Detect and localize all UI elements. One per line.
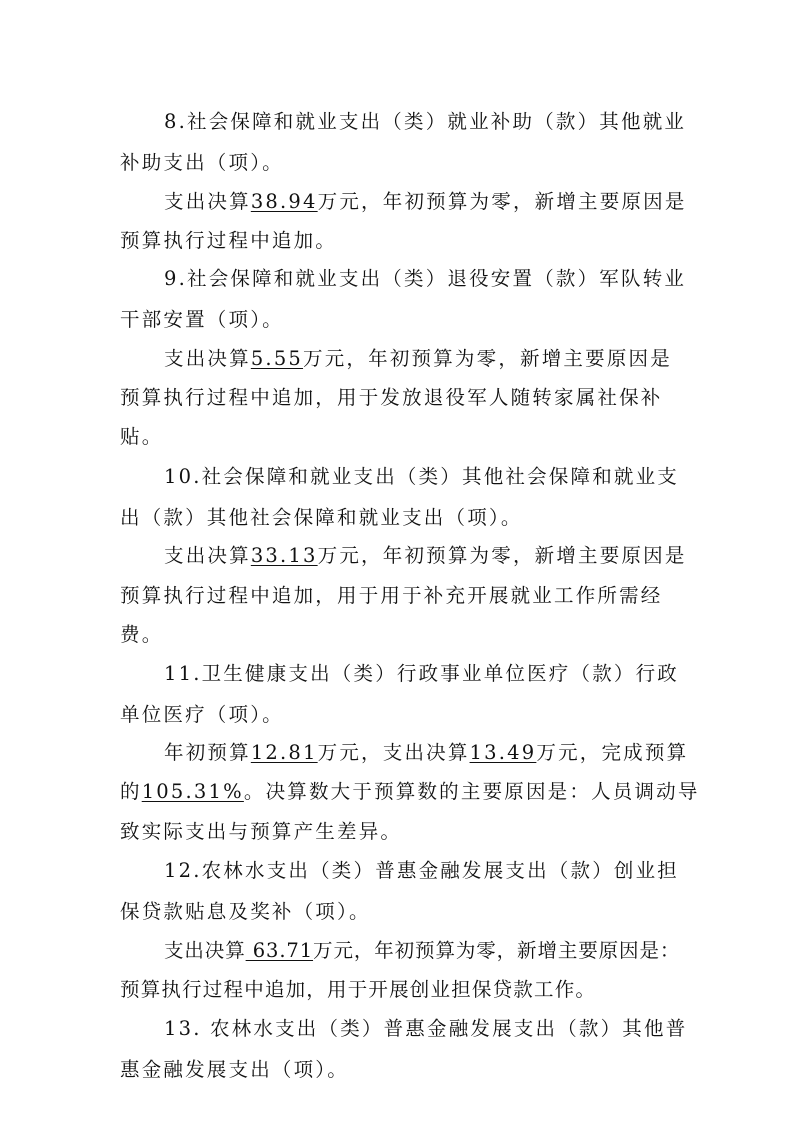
item-12-amount: 63.71: [245, 939, 314, 962]
item-12-heading-line-2: 保贷款贴息及奖补（项）。: [120, 900, 371, 923]
item-12-body-line-2: 预算执行过程中追加，用于开展创业担保贷款工作。: [120, 978, 597, 1001]
item-9-amount: 5.55: [250, 347, 304, 370]
item-11-completion-prefix: 万元，完成预算: [536, 741, 689, 764]
item-9-body-line-3: 贴。: [120, 425, 164, 448]
item-10-body-line-1: [164, 540, 687, 568]
item-11-actual: 13.49: [469, 741, 537, 764]
item-8-body-prefix: 支出决算: [164, 190, 251, 213]
item-11-heading-line-2: 单位医疗（项）。: [120, 703, 284, 726]
item-10-body-prefix: 支出决算: [164, 544, 251, 567]
item-9-body-suffix: 万元，年初预算为零，新增主要原因是: [303, 347, 672, 370]
item-11-budget: 12.81: [250, 741, 318, 764]
item-8-heading-line-2: 补助支出（项）。: [120, 151, 284, 174]
item-11-actual-prefix: 万元，支出决算: [317, 741, 470, 764]
item-11-reason: 。决算数大于预算数的主要原因是：人员调动导: [243, 780, 700, 803]
item-9-heading-line-2: 干部安置（项）。: [120, 308, 284, 331]
item-13-heading-line-1: 13. 农林水支出（类）普惠金融发展支出（款）其他普: [164, 1017, 688, 1040]
item-10-heading-line-1: 10.社会保障和就业支出（类）其他社会保障和就业支: [164, 465, 680, 488]
item-8-amount: 38.94: [250, 190, 318, 213]
item-10-body-suffix: 万元，年初预算为零，新增主要原因是: [317, 544, 687, 567]
item-10-amount: 33.13: [250, 544, 318, 567]
item-9-body-prefix: 支出决算: [164, 347, 251, 370]
item-9-heading-line-1: 9.社会保障和就业支出（类）退役安置（款）军队转业: [164, 267, 687, 290]
item-10-heading-line-2: 出（款）其他社会保障和就业支出（项）。: [120, 506, 523, 529]
item-9-body-line-2: 预算执行过程中追加，用于发放退役军人随转家属社保补: [120, 386, 663, 409]
item-8-body-suffix: 万元，年初预算为零，新增主要原因是: [317, 190, 687, 213]
item-11-rate-prefix: 的: [120, 780, 142, 803]
item-8-heading-line-1: 8.社会保障和就业支出（类）就业补助（款）其他就业: [164, 110, 687, 133]
item-11-body-line-2: [120, 776, 700, 804]
item-11-body-line-3: 致实际支出与预算产生差异。: [120, 820, 403, 843]
item-10-body-line-2: 预算执行过程中追加，用于用于补充开展就业工作所需经: [120, 584, 663, 607]
item-9-body-line-1: [164, 343, 672, 371]
item-12-body-suffix: 万元，年初预算为零，新增主要原因是：: [313, 939, 681, 962]
item-12-body-prefix: 支出决算: [164, 939, 246, 962]
item-8-body-line-1: [164, 186, 687, 214]
item-11-heading-line-1: 11.卫生健康支出（类）行政事业单位医疗（款）行政: [164, 662, 680, 685]
item-12-body-line-1: [164, 935, 680, 963]
item-10-body-line-3: 费。: [120, 623, 164, 646]
item-11-budget-prefix: 年初预算: [164, 741, 251, 764]
item-13-heading-line-2: 惠金融发展支出（项）。: [120, 1058, 349, 1081]
item-11-completion-rate: 105.31%: [141, 780, 244, 803]
item-8-body-line-2: 预算执行过程中追加。: [120, 229, 338, 252]
item-12-heading-line-1: 12.农林水支出（类）普惠金融发展支出（款）创业担: [164, 859, 680, 882]
item-11-body-line-1: [164, 737, 688, 765]
